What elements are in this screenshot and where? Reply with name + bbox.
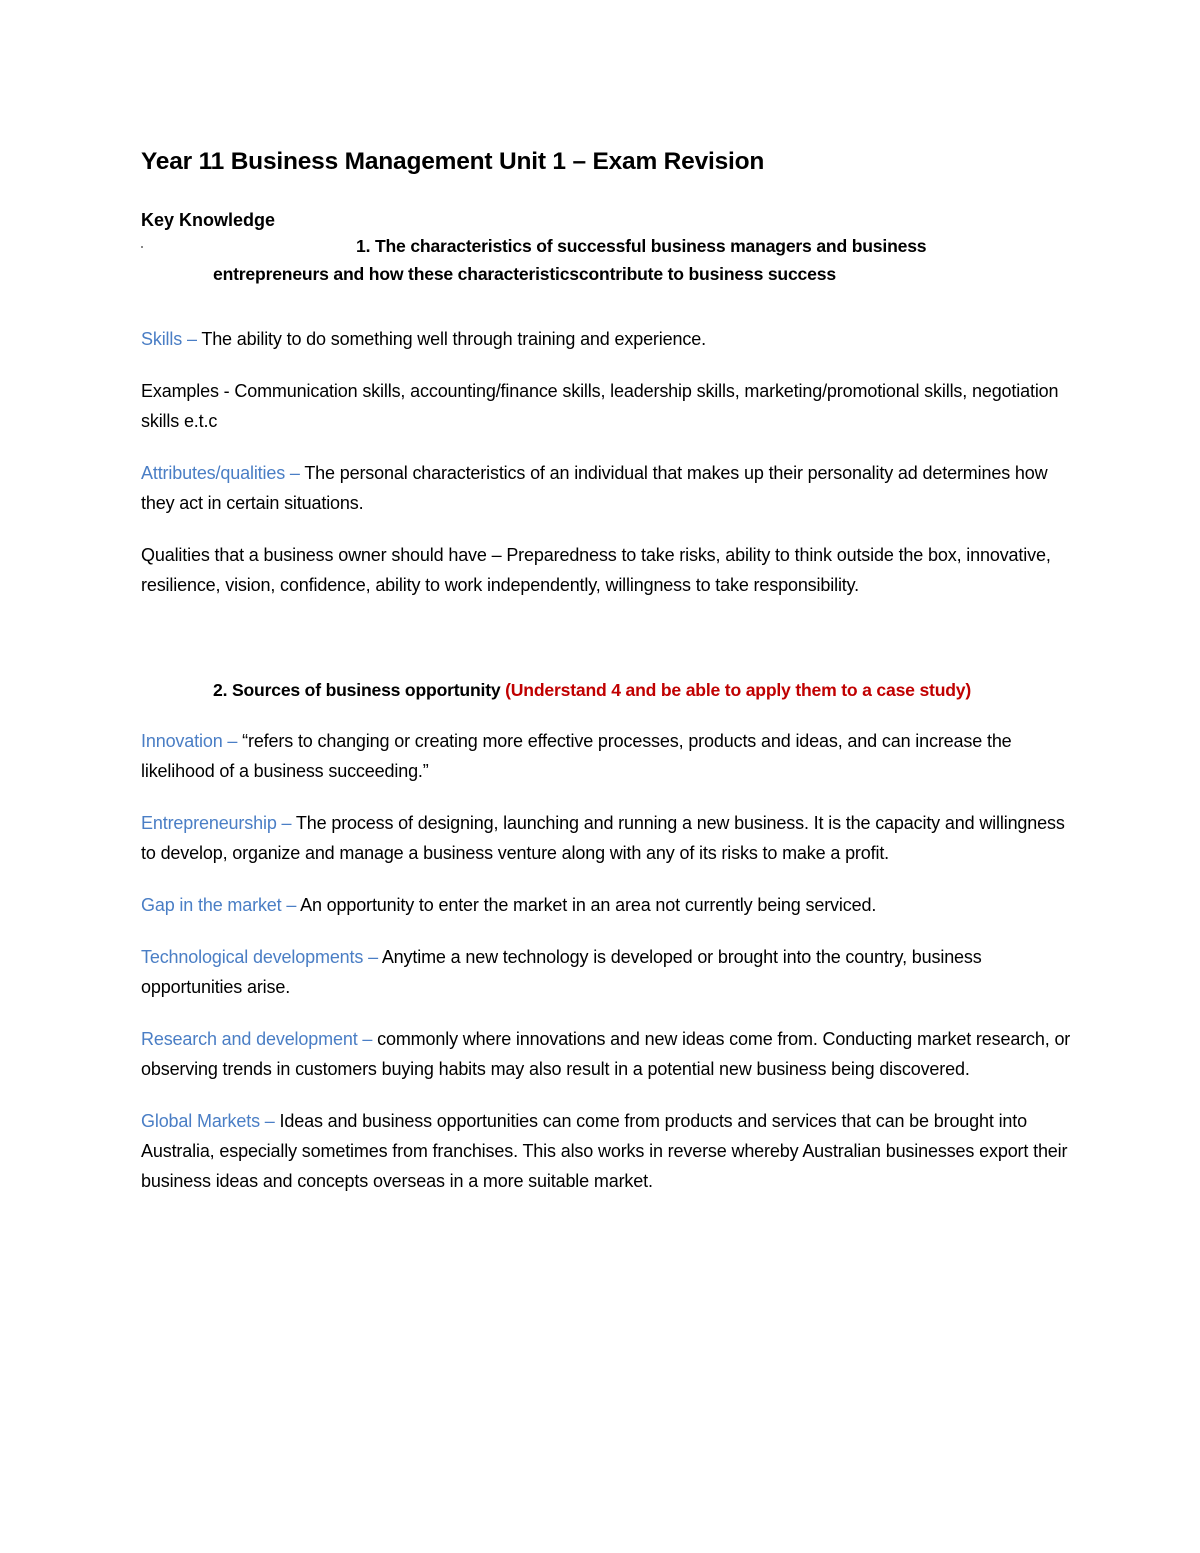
innovation-paragraph bbox=[141, 726, 1071, 786]
attributes-paragraph bbox=[141, 458, 1071, 518]
document-title: Year 11 Business Management Unit 1 – Exam Revision bbox=[141, 148, 765, 175]
innovation-definition: “refers to changing or creating more effective processes, products and ideas, and can increase the likelihood of a business succeeding.” bbox=[141, 731, 1012, 781]
bullet-dot bbox=[141, 246, 143, 248]
global-definition: Ideas and business opportunities can come from products and services that can be brought into Australia, especially sometimes from franchises. This also works in reverse whereby Australian businesses export their business ideas and concepts overseas in a more suitable market. bbox=[141, 1111, 1068, 1191]
qualities-paragraph: Qualities that a business owner should have – Preparedness to take risks, ability to think outside the box, innovative, resilience, vision, confidence, ability to work independently, willingness to take responsibility. bbox=[141, 545, 1051, 595]
skills-definition: The ability to do something well through training and experience. bbox=[196, 329, 706, 349]
knowledge-point-1 bbox=[141, 232, 1033, 288]
gap-term: Gap in the market – bbox=[141, 895, 297, 915]
entrepreneurship-paragraph bbox=[141, 808, 1071, 868]
entrepreneurship-definition: The process of designing, launching and running a new business. It is the capacity and willingness to develop, organize and manage a business venture along with any of its risks to make a profit. bbox=[141, 813, 1065, 863]
technological-term: Technological developments – bbox=[141, 947, 378, 967]
point-2-label: 2. Sources of business opportunity bbox=[213, 680, 506, 700]
skills-paragraph bbox=[141, 324, 1071, 354]
examples-paragraph: Examples - Communication skills, accounting/finance skills, leadership skills, marketing/promotional skills, negotiation skills e.t.c bbox=[141, 381, 1059, 431]
attributes-definition: The personal characteristics of an individual that makes up their personality ad determines how they act in certain situations. bbox=[141, 463, 1048, 513]
entrepreneurship-term: Entrepreneurship – bbox=[141, 813, 292, 833]
point-1-line-2: entrepreneurs and how these characteristicscontribute to business success bbox=[213, 264, 836, 284]
technological-paragraph bbox=[141, 942, 1071, 1002]
technological-definition: Anytime a new technology is developed or brought into the country, business opportunities arise. bbox=[141, 947, 982, 997]
innovation-term: Innovation – bbox=[141, 731, 238, 751]
research-definition: commonly where innovations and new ideas come from. Conducting market research, or observing trends in customers buying habits may also result in a potential new business being discovered. bbox=[141, 1029, 1071, 1079]
knowledge-point-2 bbox=[141, 676, 1053, 704]
global-term: Global Markets – bbox=[141, 1111, 275, 1131]
skills-term: Skills – bbox=[141, 329, 197, 349]
point-2-note: (Understand 4 and be able to apply them to a case study) bbox=[505, 680, 972, 700]
gap-paragraph bbox=[141, 890, 1071, 920]
attributes-term: Attributes/qualities – bbox=[141, 463, 300, 483]
global-paragraph bbox=[141, 1106, 1071, 1196]
point-1-line-1: 1. The characteristics of successful business managers and business bbox=[356, 236, 927, 256]
research-term: Research and development – bbox=[141, 1029, 373, 1049]
gap-definition: An opportunity to enter the market in an area not currently being serviced. bbox=[296, 895, 877, 915]
research-paragraph bbox=[141, 1024, 1071, 1084]
document-page bbox=[141, 140, 1071, 1214]
key-knowledge-heading: Key Knowledge bbox=[141, 210, 276, 230]
